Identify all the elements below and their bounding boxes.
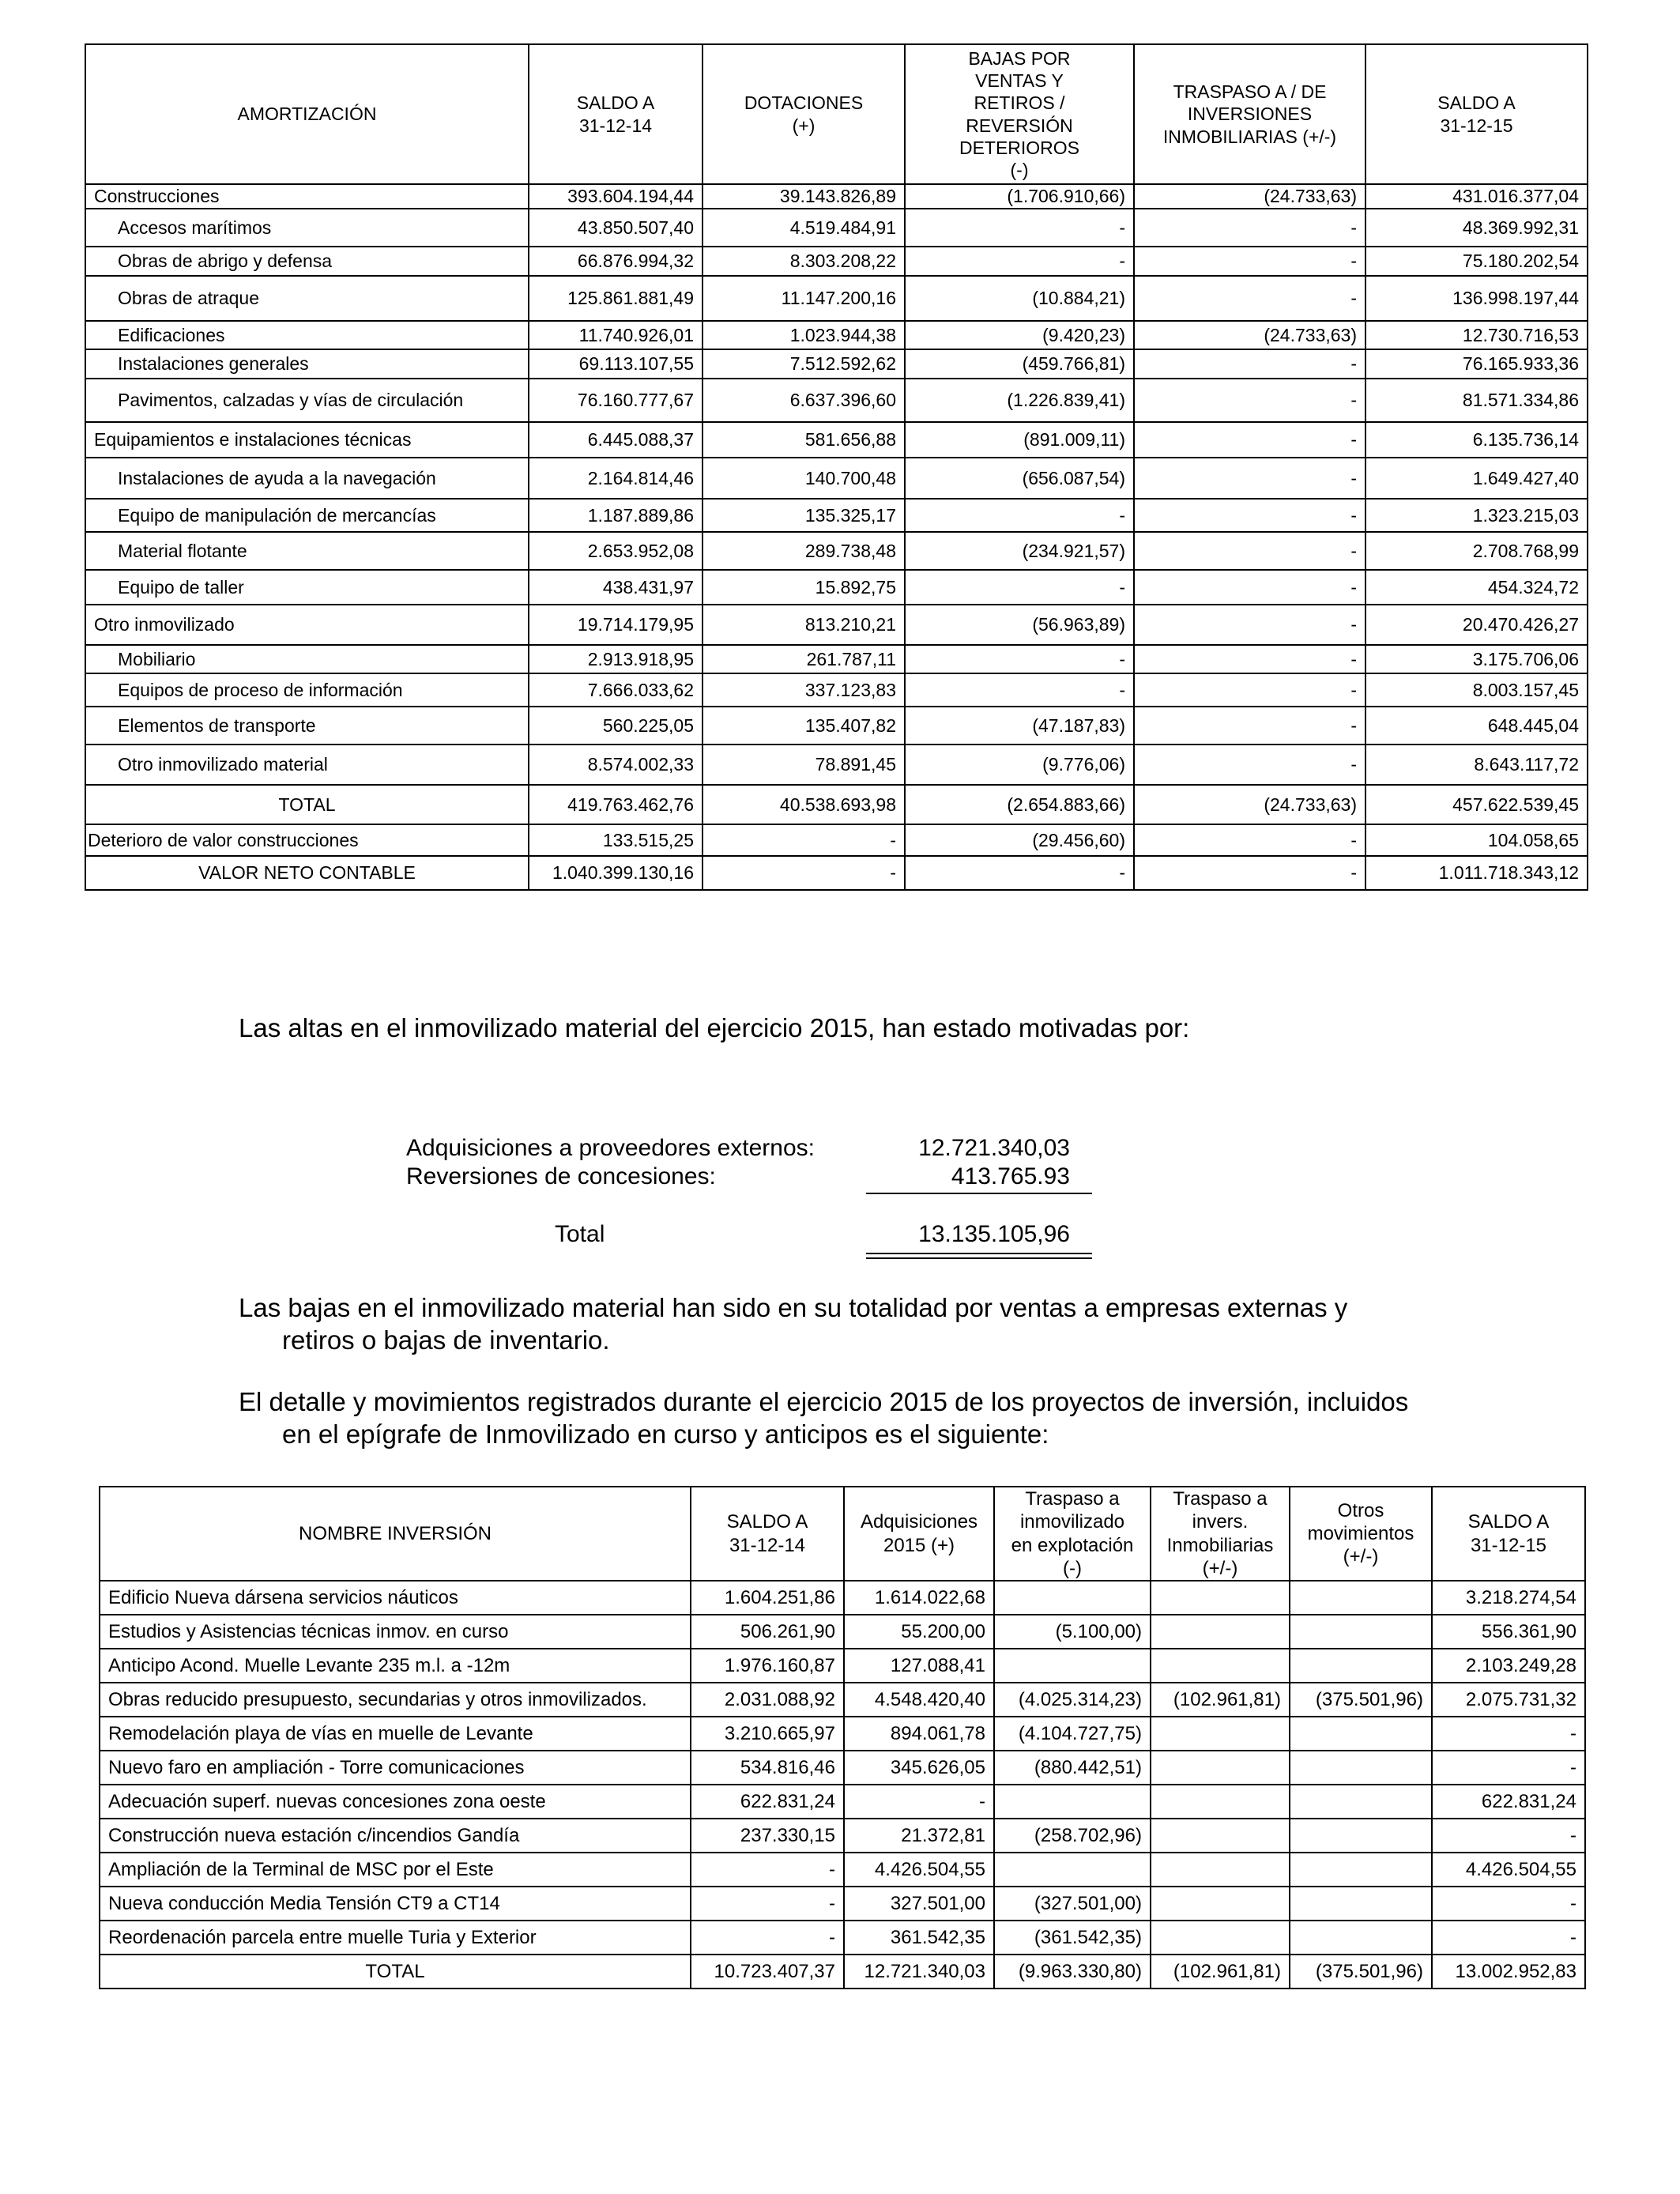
cell-value: 8.303.208,22: [703, 247, 905, 276]
cell-value: 135.325,17: [703, 499, 905, 532]
cell-value: (4.025.314,23): [994, 1683, 1151, 1717]
table-row: [85, 673, 1588, 707]
cell-value: -: [1134, 532, 1365, 570]
table-row: [100, 1615, 1585, 1649]
cell-value: 648.445,04: [1365, 707, 1588, 745]
cell-value: -: [1134, 605, 1365, 645]
row-label: Equipo de taller: [85, 570, 529, 605]
cell-value: -: [691, 1887, 844, 1921]
paragraph-detalle-line-2: en el epígrafe de Inmovilizado en curso y anticipos es el siguiente:: [282, 1419, 1049, 1449]
cell-value: (327.501,00): [994, 1887, 1151, 1921]
row-label: Material flotante: [85, 532, 529, 570]
cell-value: -: [1134, 247, 1365, 276]
row-label: Accesos marítimos: [85, 209, 529, 247]
cell-value: 622.831,24: [1432, 1785, 1585, 1819]
row-label: Adecuación superf. nuevas concesiones zona oeste: [100, 1785, 691, 1819]
cell-value: 1.614.022,68: [844, 1581, 994, 1615]
cell-value: -: [1134, 707, 1365, 745]
cell-value: (375.501,96): [1290, 1683, 1432, 1717]
table-row: [100, 1819, 1585, 1853]
cell-value: 127.088,41: [844, 1649, 994, 1683]
row-label: Edificio Nueva dársena servicios náuticos: [100, 1581, 691, 1615]
cell-value: (10.884,21): [905, 276, 1134, 321]
cell-value: (234.921,57): [905, 532, 1134, 570]
cell-value: -: [1134, 570, 1365, 605]
amortization-table: [85, 43, 1588, 891]
cell-value: [1290, 1581, 1432, 1615]
cell-value: 125.861.881,49: [529, 276, 703, 321]
cell-value: -: [905, 499, 1134, 532]
paragraph-bajas-line-2: retiros o bajas de inventario.: [282, 1325, 610, 1355]
header-nombre-inversion: NOMBRE INVERSIÓN: [100, 1487, 691, 1581]
cell-value: 76.165.933,36: [1365, 349, 1588, 379]
cell-value: 6.445.088,37: [529, 422, 703, 458]
table-row: [100, 1751, 1585, 1785]
row-label: Anticipo Acond. Muelle Levante 235 m.l. a -12m: [100, 1649, 691, 1683]
cell-value: 135.407,82: [703, 707, 905, 745]
cell-value: (880.442,51): [994, 1751, 1151, 1785]
cell-value: -: [905, 645, 1134, 673]
table-row: [100, 1683, 1585, 1717]
cell-value: -: [1134, 349, 1365, 379]
row-label: Obras de atraque: [85, 276, 529, 321]
calc-value-proveedores: 12.721.340,03: [918, 1135, 1070, 1161]
cell-value: 140.700,48: [703, 458, 905, 499]
cell-value: -: [1134, 209, 1365, 247]
cell-value: 261.787,11: [703, 645, 905, 673]
cell-value: 69.113.107,55: [529, 349, 703, 379]
cell-value: (4.104.727,75): [994, 1717, 1151, 1751]
paragraph-detalle: [239, 1385, 1524, 1451]
header-saldo-2015: SALDO A 31-12-15: [1432, 1487, 1585, 1581]
paragraph-altas: Las altas en el inmovilizado material del ejercicio 2015, han estado motivadas por:: [239, 1013, 1190, 1042]
cell-value: (656.087,54): [905, 458, 1134, 499]
table-row: [85, 349, 1588, 379]
row-label: Reordenación parcela entre muelle Turia y Exterior: [100, 1921, 691, 1955]
cell-value: [1290, 1717, 1432, 1751]
row-label: Elementos de transporte: [85, 707, 529, 745]
cell-value: -: [1134, 379, 1365, 422]
cell-value: (459.766,81): [905, 349, 1134, 379]
header-traspaso-inmobiliarias: Traspaso a invers. Inmobiliarias (+/-): [1151, 1487, 1290, 1581]
cell-value: (1.706.910,66): [905, 184, 1134, 209]
cell-value: -: [1134, 499, 1365, 532]
cell-value: 8.003.157,45: [1365, 673, 1588, 707]
cell-value: [1151, 1819, 1290, 1853]
cell-value: 12.730.716,53: [1365, 321, 1588, 349]
table-row: [85, 458, 1588, 499]
cell-value: 81.571.334,86: [1365, 379, 1588, 422]
cell-value: 2.708.768,99: [1365, 532, 1588, 570]
cell-value: (361.542,35): [994, 1921, 1151, 1955]
cell-value: 11.147.200,16: [703, 276, 905, 321]
cell-value: 4.519.484,91: [703, 209, 905, 247]
cell-value: (56.963,89): [905, 605, 1134, 645]
cell-value: 4.548.420,40: [844, 1683, 994, 1717]
cell-value: 4.426.504,55: [844, 1853, 994, 1887]
calc-label-proveedores: Adquisiciones a proveedores externos:: [406, 1135, 815, 1161]
table-row: [85, 247, 1588, 276]
table-row: [85, 605, 1588, 645]
cell-value: [1151, 1717, 1290, 1751]
cell-value: -: [1134, 856, 1365, 890]
row-label: Otro inmovilizado: [85, 605, 529, 645]
cell-value: 2.031.088,92: [691, 1683, 844, 1717]
total-double-rule-bottom: [866, 1257, 1092, 1259]
row-label: Instalaciones de ayuda a la navegación: [85, 458, 529, 499]
cell-value: 75.180.202,54: [1365, 247, 1588, 276]
row-label: Equipamientos e instalaciones técnicas: [85, 422, 529, 458]
cell-value: -: [1432, 1751, 1585, 1785]
table-row: [100, 1955, 1585, 1989]
row-label: Equipo de manipulación de mercancías: [85, 499, 529, 532]
cell-value: (24.733,63): [1134, 785, 1365, 824]
table-row: [100, 1921, 1585, 1955]
cell-value: -: [1134, 745, 1365, 785]
cell-value: 3.210.665,97: [691, 1717, 844, 1751]
cell-value: -: [905, 209, 1134, 247]
cell-value: 1.023.944,38: [703, 321, 905, 349]
table-row: [100, 1649, 1585, 1683]
cell-value: 581.656,88: [703, 422, 905, 458]
cell-value: 2.913.918,95: [529, 645, 703, 673]
table-row: [85, 276, 1588, 321]
table-row: [100, 1717, 1585, 1751]
row-label: Construcciones: [85, 184, 529, 209]
cell-value: -: [1134, 276, 1365, 321]
cell-value: 1.187.889,86: [529, 499, 703, 532]
cell-value: [1290, 1853, 1432, 1887]
cell-value: (9.776,06): [905, 745, 1134, 785]
cell-value: 20.470.426,27: [1365, 605, 1588, 645]
cell-value: 454.324,72: [1365, 570, 1588, 605]
cell-value: -: [1432, 1819, 1585, 1853]
table-row: [85, 532, 1588, 570]
cell-value: [994, 1649, 1151, 1683]
cell-value: 1.323.215,03: [1365, 499, 1588, 532]
cell-value: 1.011.718.343,12: [1365, 856, 1588, 890]
cell-value: -: [905, 673, 1134, 707]
cell-value: 1.604.251,86: [691, 1581, 844, 1615]
cell-value: 622.831,24: [691, 1785, 844, 1819]
cell-value: (5.100,00): [994, 1615, 1151, 1649]
cell-value: -: [703, 824, 905, 856]
header-adquisiciones: Adquisiciones 2015 (+): [844, 1487, 994, 1581]
table-row: [85, 645, 1588, 673]
cell-value: (258.702,96): [994, 1819, 1151, 1853]
row-label: Otro inmovilizado material: [85, 745, 529, 785]
cell-value: [1290, 1819, 1432, 1853]
cell-value: 40.538.693,98: [703, 785, 905, 824]
table-row: [85, 184, 1588, 209]
cell-value: -: [1134, 673, 1365, 707]
cell-value: (24.733,63): [1134, 321, 1365, 349]
cell-value: (375.501,96): [1290, 1955, 1432, 1989]
row-label: Estudios y Asistencias técnicas inmov. en curso: [100, 1615, 691, 1649]
cell-value: (9.963.330,80): [994, 1955, 1151, 1989]
row-label: Instalaciones generales: [85, 349, 529, 379]
cell-value: (2.654.883,66): [905, 785, 1134, 824]
cell-value: (47.187,83): [905, 707, 1134, 745]
row-label: Pavimentos, calzadas y vías de circulación: [85, 379, 529, 422]
paragraph-bajas-line-1: Las bajas en el inmovilizado material han sido en su totalidad por ventas a empresas externas y: [239, 1293, 1348, 1322]
cell-value: 136.998.197,44: [1365, 276, 1588, 321]
cell-value: 393.604.194,44: [529, 184, 703, 209]
cell-value: [1151, 1921, 1290, 1955]
cell-value: 2.103.249,28: [1432, 1649, 1585, 1683]
cell-value: 337.123,83: [703, 673, 905, 707]
header-dotaciones: DOTACIONES (+): [703, 44, 905, 184]
cell-value: [1151, 1751, 1290, 1785]
calc-total-label: Total: [555, 1221, 605, 1247]
cell-value: 48.369.992,31: [1365, 209, 1588, 247]
table-row: [100, 1853, 1585, 1887]
cell-value: -: [691, 1853, 844, 1887]
cell-value: [1290, 1887, 1432, 1921]
row-label: Nueva conducción Media Tensión CT9 a CT14: [100, 1887, 691, 1921]
cell-value: -: [1432, 1887, 1585, 1921]
cell-value: 2.164.814,46: [529, 458, 703, 499]
cell-value: [1151, 1581, 1290, 1615]
cell-value: -: [1134, 645, 1365, 673]
cell-value: -: [844, 1785, 994, 1819]
cell-value: 12.721.340,03: [844, 1955, 994, 1989]
row-label: VALOR NETO CONTABLE: [85, 856, 529, 890]
header-amortizacion: AMORTIZACIÓN: [85, 44, 529, 184]
cell-value: 78.891,45: [703, 745, 905, 785]
cell-value: 1.649.427,40: [1365, 458, 1588, 499]
cell-value: [1151, 1887, 1290, 1921]
header-bajas: BAJAS POR VENTAS Y RETIROS / REVERSIÓN DETERIOROS (-): [905, 44, 1134, 184]
cell-value: -: [1134, 458, 1365, 499]
row-label: Construcción nueva estación c/incendios Gandía: [100, 1819, 691, 1853]
cell-value: (29.456,60): [905, 824, 1134, 856]
cell-value: (891.009,11): [905, 422, 1134, 458]
sum-rule: [866, 1193, 1092, 1194]
cell-value: 289.738,48: [703, 532, 905, 570]
cell-value: [1151, 1853, 1290, 1887]
calc-label-concesiones: Reversiones de concesiones:: [406, 1163, 716, 1189]
cell-value: -: [703, 856, 905, 890]
cell-value: (1.226.839,41): [905, 379, 1134, 422]
cell-value: -: [1432, 1717, 1585, 1751]
row-label: Equipos de proceso de información: [85, 673, 529, 707]
cell-value: 10.723.407,37: [691, 1955, 844, 1989]
header-saldo-2014: SALDO A 31-12-14: [529, 44, 703, 184]
cell-value: 15.892,75: [703, 570, 905, 605]
cell-value: 11.740.926,01: [529, 321, 703, 349]
table-row: [85, 745, 1588, 785]
row-label: Edificaciones: [85, 321, 529, 349]
cell-value: [994, 1853, 1151, 1887]
cell-value: (9.420,23): [905, 321, 1134, 349]
table-row: [85, 856, 1588, 890]
cell-value: [1290, 1615, 1432, 1649]
row-label: Obras reducido presupuesto, secundarias y otros inmovilizados.: [100, 1683, 691, 1717]
row-label: TOTAL: [85, 785, 529, 824]
cell-value: [994, 1785, 1151, 1819]
cell-value: [1151, 1649, 1290, 1683]
cell-value: 43.850.507,40: [529, 209, 703, 247]
cell-value: 7.666.033,62: [529, 673, 703, 707]
row-label: TOTAL: [100, 1955, 691, 1989]
table-row: [85, 422, 1588, 458]
calc-total-value: 13.135.105,96: [918, 1221, 1070, 1247]
cell-value: 419.763.462,76: [529, 785, 703, 824]
cell-value: 237.330,15: [691, 1819, 844, 1853]
cell-value: [1290, 1785, 1432, 1819]
cell-value: 438.431,97: [529, 570, 703, 605]
cell-value: 19.714.179,95: [529, 605, 703, 645]
header-saldo-2015: SALDO A 31-12-15: [1365, 44, 1588, 184]
cell-value: 104.058,65: [1365, 824, 1588, 856]
header-traspaso-explotacion: Traspaso a inmovilizado en explotación (-): [994, 1487, 1151, 1581]
table-row: [85, 209, 1588, 247]
cell-value: [1151, 1615, 1290, 1649]
cell-value: -: [691, 1921, 844, 1955]
cell-value: 1.976.160,87: [691, 1649, 844, 1683]
table-row: [100, 1887, 1585, 1921]
calc-value-concesiones: 413.765.93: [951, 1163, 1070, 1189]
cell-value: 894.061,78: [844, 1717, 994, 1751]
row-label: Mobiliario: [85, 645, 529, 673]
cell-value: 560.225,05: [529, 707, 703, 745]
cell-value: 1.040.399.130,16: [529, 856, 703, 890]
table-row: [85, 379, 1588, 422]
cell-value: 8.574.002,33: [529, 745, 703, 785]
cell-value: [1151, 1785, 1290, 1819]
row-label: Nuevo faro en ampliación - Torre comunicaciones: [100, 1751, 691, 1785]
header-traspaso: TRASPASO A / DE INVERSIONES INMOBILIARIAS (+/-): [1134, 44, 1365, 184]
cell-value: (102.961,81): [1151, 1955, 1290, 1989]
cell-value: 361.542,35: [844, 1921, 994, 1955]
cell-value: -: [905, 856, 1134, 890]
row-label: Obras de abrigo y defensa: [85, 247, 529, 276]
cell-value: 66.876.994,32: [529, 247, 703, 276]
cell-value: -: [1134, 824, 1365, 856]
cell-value: 39.143.826,89: [703, 184, 905, 209]
cell-value: 813.210,21: [703, 605, 905, 645]
cell-value: 76.160.777,67: [529, 379, 703, 422]
row-label: Deterioro de valor construcciones: [85, 824, 529, 856]
paragraph-detalle-line-1: El detalle y movimientos registrados durante el ejercicio 2015 de los proyectos de inversión, incluidos: [239, 1387, 1409, 1416]
cell-value: 3.175.706,06: [1365, 645, 1588, 673]
table-row: [100, 1581, 1585, 1615]
table-row: [85, 707, 1588, 745]
cell-value: 6.135.736,14: [1365, 422, 1588, 458]
cell-value: -: [1432, 1921, 1585, 1955]
table-row: [85, 824, 1588, 856]
cell-value: [1290, 1921, 1432, 1955]
cell-value: 327.501,00: [844, 1887, 994, 1921]
cell-value: 4.426.504,55: [1432, 1853, 1585, 1887]
cell-value: (24.733,63): [1134, 184, 1365, 209]
total-double-rule-top: [866, 1253, 1092, 1254]
cell-value: 7.512.592,62: [703, 349, 905, 379]
header-saldo-2014: SALDO A 31-12-14: [691, 1487, 844, 1581]
cell-value: (102.961,81): [1151, 1683, 1290, 1717]
cell-value: 55.200,00: [844, 1615, 994, 1649]
cell-value: -: [905, 570, 1134, 605]
table-row: [100, 1785, 1585, 1819]
cell-value: 345.626,05: [844, 1751, 994, 1785]
cell-value: -: [1134, 422, 1365, 458]
row-label: Ampliación de la Terminal de MSC por el Este: [100, 1853, 691, 1887]
cell-value: [1290, 1649, 1432, 1683]
cell-value: [1290, 1751, 1432, 1785]
table-row: [85, 499, 1588, 532]
cell-value: 457.622.539,45: [1365, 785, 1588, 824]
cell-value: 431.016.377,04: [1365, 184, 1588, 209]
header-otros-movimientos: Otros movimientos (+/-): [1290, 1487, 1432, 1581]
cell-value: 6.637.396,60: [703, 379, 905, 422]
table-row: [85, 785, 1588, 824]
cell-value: 534.816,46: [691, 1751, 844, 1785]
cell-value: 556.361,90: [1432, 1615, 1585, 1649]
table-row: [85, 570, 1588, 605]
cell-value: -: [905, 247, 1134, 276]
table-row: [85, 321, 1588, 349]
cell-value: 21.372,81: [844, 1819, 994, 1853]
cell-value: 13.002.952,83: [1432, 1955, 1585, 1989]
cell-value: 3.218.274,54: [1432, 1581, 1585, 1615]
cell-value: 2.653.952,08: [529, 532, 703, 570]
cell-value: 133.515,25: [529, 824, 703, 856]
cell-value: 2.075.731,32: [1432, 1683, 1585, 1717]
cell-value: 8.643.117,72: [1365, 745, 1588, 785]
cell-value: [994, 1581, 1151, 1615]
cell-value: 506.261,90: [691, 1615, 844, 1649]
investment-projects-table: [99, 1486, 1586, 1989]
paragraph-bajas: [239, 1291, 1524, 1357]
row-label: Remodelación playa de vías en muelle de Levante: [100, 1717, 691, 1751]
